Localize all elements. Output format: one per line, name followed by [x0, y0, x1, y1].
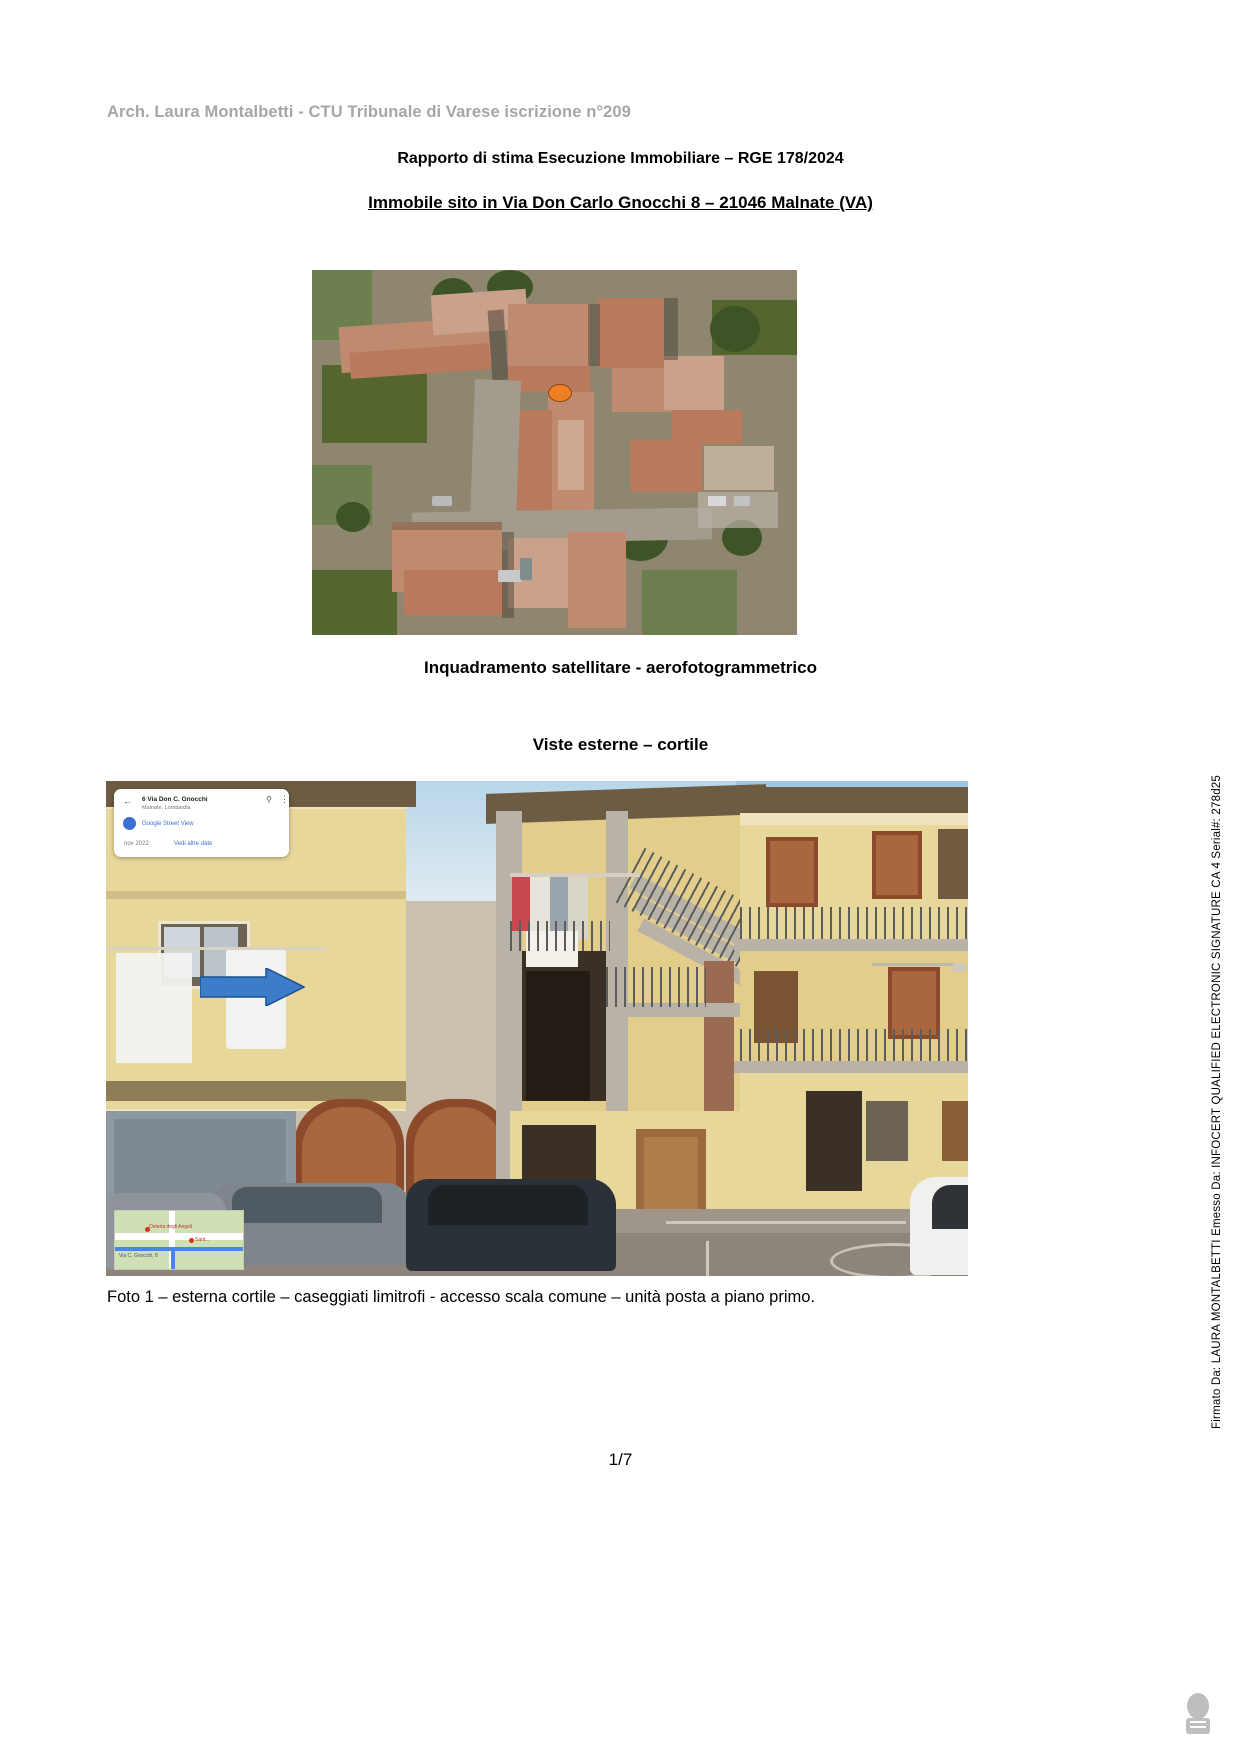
mini-map-overlay[interactable] — [114, 1210, 244, 1270]
arrow-right-icon — [200, 968, 305, 1006]
document-subtitle: Rapporto di stima Esecuzione Immobiliare – RGE 178/2024 — [397, 150, 844, 167]
street-view-label: Google Street View — [142, 821, 194, 827]
photo-caption: Foto 1 – esterna cortile – caseggiati limitrofi - accesso scala comune – unità posta a piano primo. — [107, 1288, 816, 1306]
digital-signature-stamp: Firmato Da: LAURA MONTALBETTI Emesso Da: INFOCERT QUALIFIED ELECTRONIC SIGNATURE CA 4 Serial#: 278d25 — [1211, 775, 1223, 1429]
satellite-caption: Inquadramento satellitare - aerofotogrammetrico — [424, 658, 817, 677]
document-header: Arch. Laura Montalbetti - CTU Tribunale di Varese iscrizione n°209 — [107, 103, 631, 121]
annotation-arrow — [200, 968, 305, 1006]
street-view-locality: Malnate, Lombardia — [142, 805, 191, 811]
signature-logo-icon — [1177, 1691, 1219, 1737]
mini-map-label-3: Sant... — [195, 1237, 210, 1243]
pin-icon[interactable]: ⚲ — [266, 795, 272, 804]
street-view-address: 6 Via Don C. Gnocchi — [142, 796, 208, 803]
satellite-canvas — [312, 270, 797, 635]
page-number: 1/7 — [608, 1450, 633, 1469]
satellite-image — [312, 270, 797, 635]
street-view-other-dates-link[interactable]: Vedi altre date — [174, 841, 213, 847]
mini-map-label-2: Via C. Gnocchi, 8 — [119, 1253, 158, 1259]
courtyard-photo — [106, 781, 968, 1276]
page-title: Immobile sito in Via Don Carlo Gnocchi 8 – 21046 Malnate (VA) — [368, 193, 873, 212]
views-caption: Viste esterne – cortile — [532, 735, 709, 754]
street-view-info-card[interactable] — [114, 789, 289, 857]
street-view-date: nov 2022 — [124, 841, 149, 847]
location-marker-icon — [548, 384, 572, 402]
mini-map-label-1: Osteria degli Angeli — [149, 1224, 193, 1230]
more-options-icon[interactable]: ⋮ — [280, 794, 289, 804]
back-arrow-icon[interactable]: ← — [123, 796, 132, 806]
street-view-thumb-icon — [123, 817, 136, 830]
